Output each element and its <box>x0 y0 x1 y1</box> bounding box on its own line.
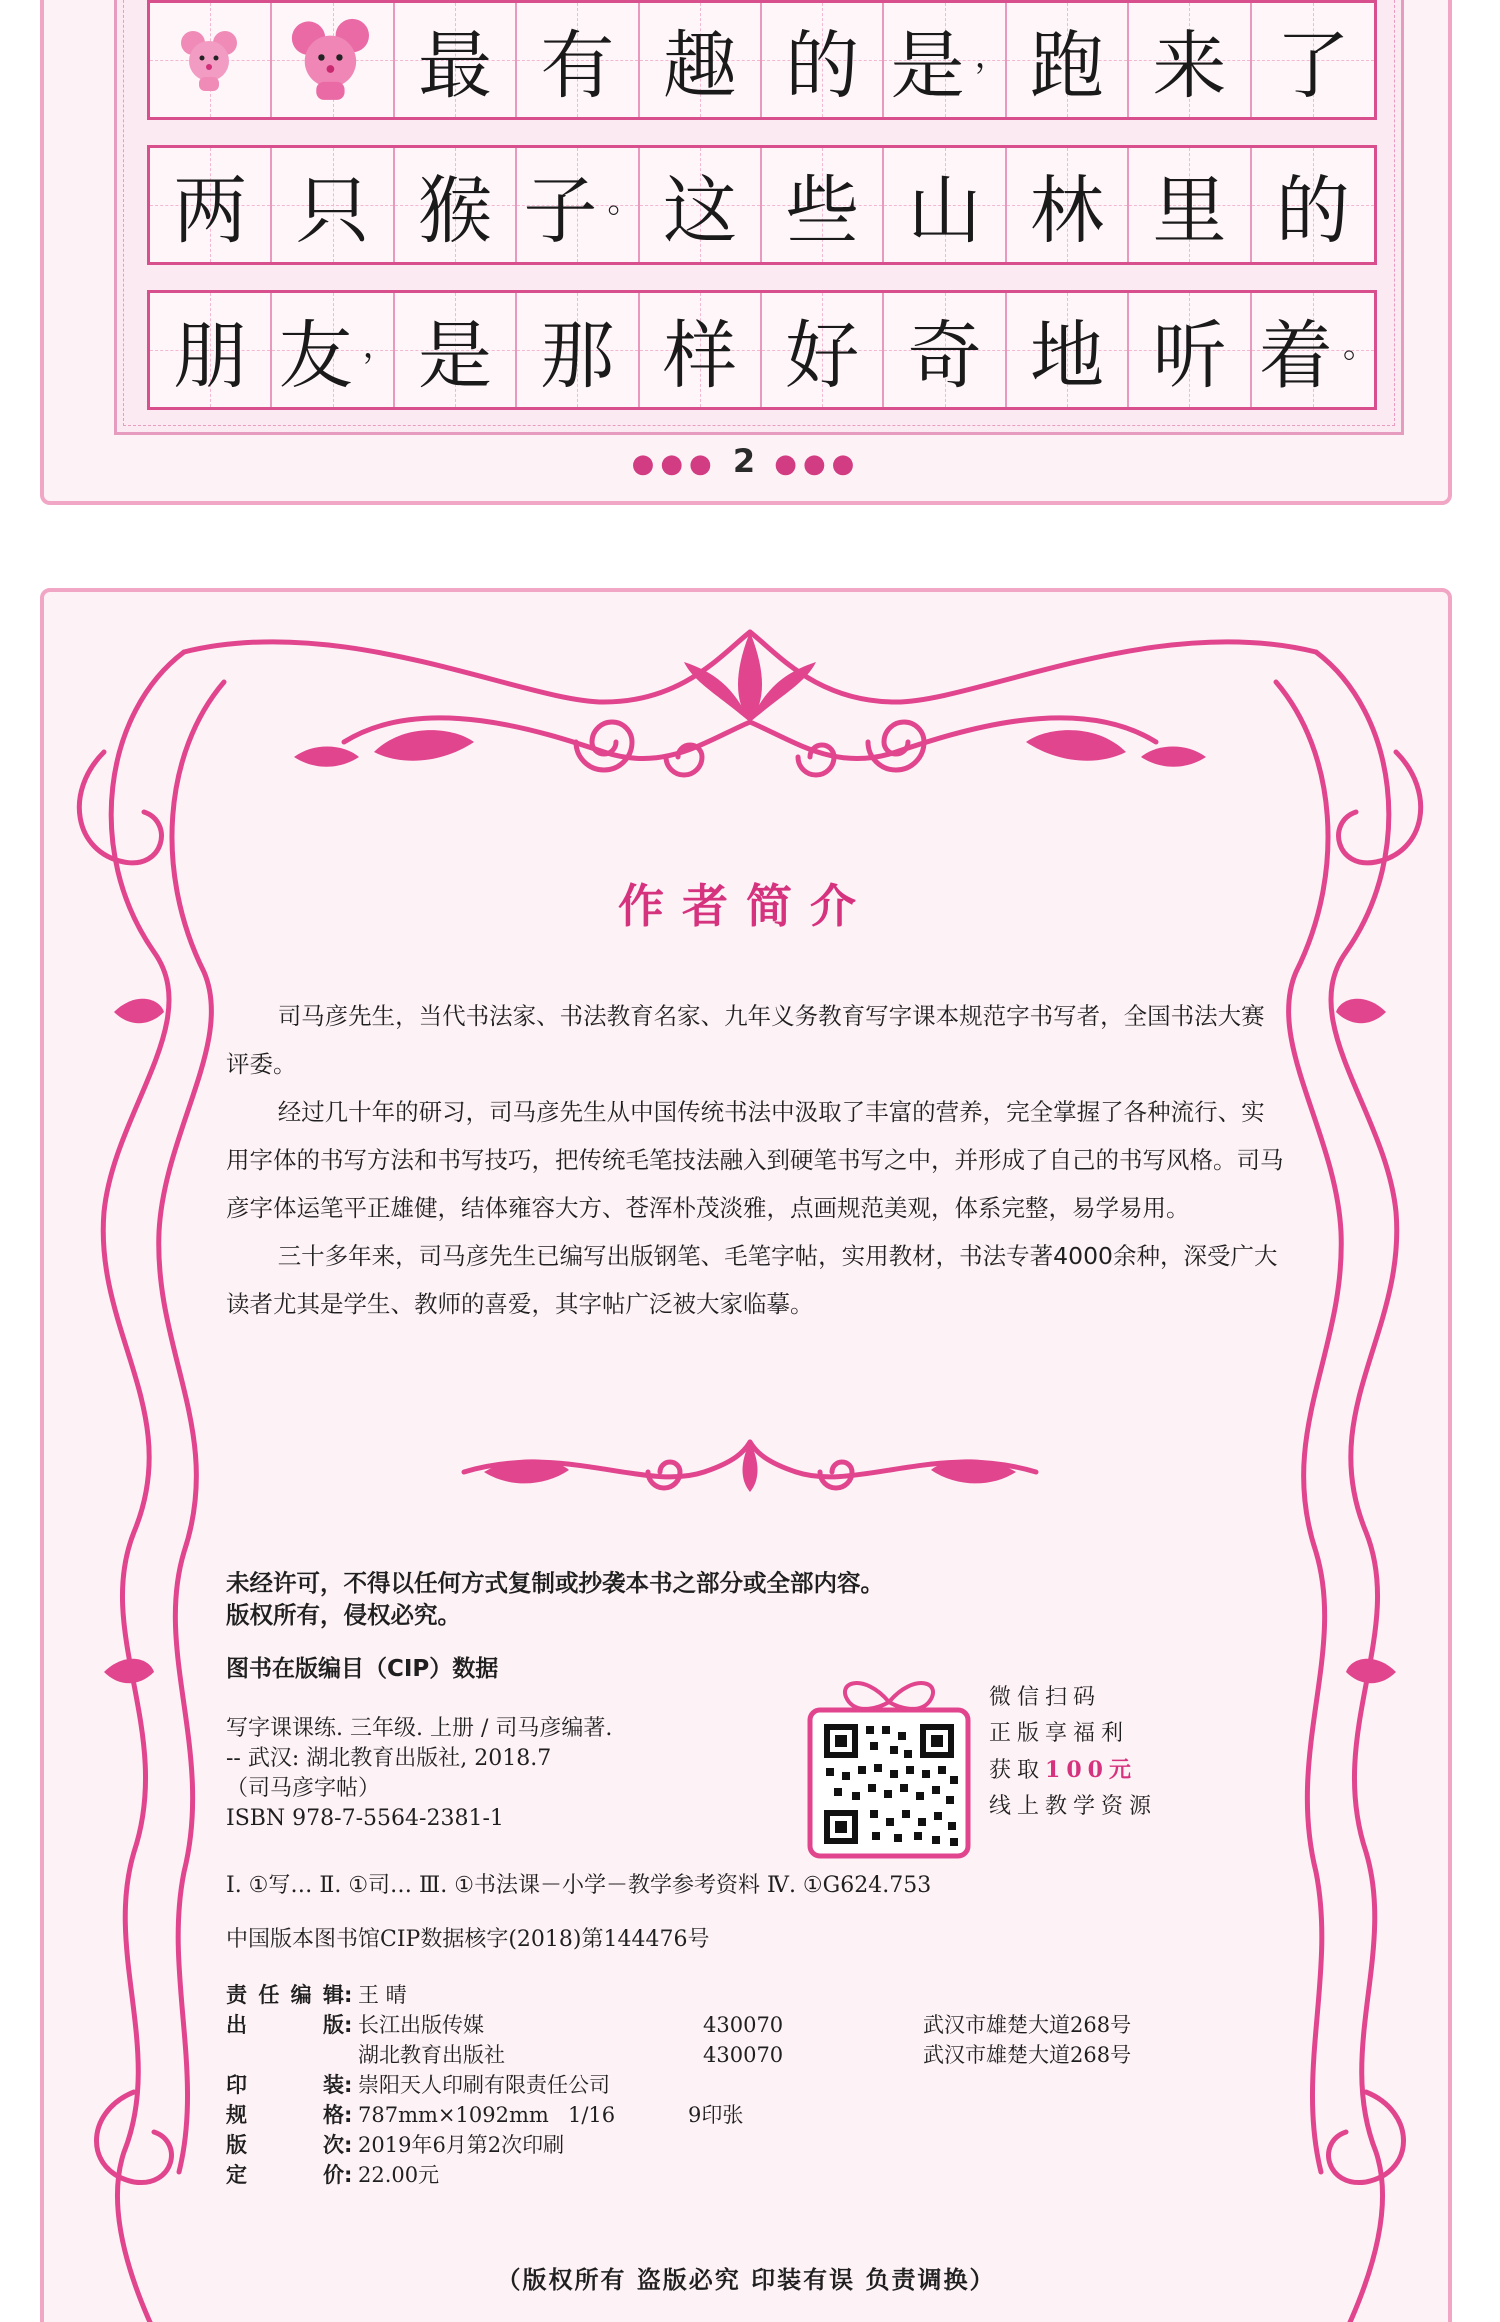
practice-page <box>40 0 1452 505</box>
practice-char: 的 <box>1275 168 1350 254</box>
grid-cell <box>150 293 272 407</box>
credit-label: 出 版 <box>226 2013 344 2037</box>
credit-zip: 430070 <box>703 2013 784 2037</box>
copyright-page <box>40 588 1452 2322</box>
practice-char: 些 <box>785 168 860 254</box>
grid-cell <box>1007 148 1129 262</box>
credit-value: 湖北教育出版社 <box>358 2043 505 2067</box>
grid-cell <box>1252 148 1374 262</box>
grid-cell <box>762 148 884 262</box>
practice-char: 来 <box>1152 23 1227 109</box>
grid-cell <box>1252 3 1374 117</box>
qr-code-gift-icon[interactable] <box>804 1672 974 1862</box>
grid-cell <box>395 293 517 407</box>
author-biography <box>226 992 1286 1328</box>
grid-cell <box>517 3 639 117</box>
practice-char: 里 <box>1152 168 1227 254</box>
qr-caption-line: 微信扫码 <box>989 1685 1102 1710</box>
page-number-value: 2 <box>732 442 760 480</box>
practice-char: 有 <box>540 23 615 109</box>
practice-char: 子 <box>523 168 598 254</box>
punctuation-mark: 。 <box>1342 325 1377 366</box>
grid-cell <box>517 148 642 262</box>
practice-char: 奇 <box>907 313 982 399</box>
practice-char: 猴 <box>418 168 493 254</box>
bio-paragraph: 经过几十年的研习，司马彦先生从中国传统书法中汲取了丰富的营养，完全掌握了各种流行、实用字体的书写方法和书写技巧，把传统毛笔技法融入到硬笔书写之中，并形成了自己的书写风格。司马彦字体运笔平正雄健，结体雍容大方、苍浑朴茂淡雅，点画规范美观，体系完整，易学易用。 <box>226 1098 1284 1222</box>
cip-number: 中国版本图书馆CIP数据核字(2018)第144476号 <box>226 1927 710 1952</box>
qr-caption-line: 正版享福利 <box>989 1721 1130 1746</box>
practice-char: 着 <box>1258 313 1333 399</box>
practice-char: 是 <box>890 23 965 109</box>
credit-value: 崇阳天人印刷有限责任公司 <box>358 2073 610 2097</box>
grid-cell <box>884 148 1006 262</box>
qr-caption-amount: 100元 <box>1045 1757 1137 1783</box>
grid-cell <box>395 3 517 117</box>
practice-char: 这 <box>662 168 737 254</box>
grid-cell <box>517 293 639 407</box>
credit-address: 武汉市雄楚大道268号 <box>923 2013 1132 2037</box>
cip-line: （司马彦字帖） <box>226 1776 381 1801</box>
practice-char: 地 <box>1030 313 1105 399</box>
cip-line: ISBN 978-7-5564-2381-1 <box>226 1806 504 1831</box>
qr-caption-line: 线上教学资源 <box>989 1794 1158 1819</box>
credit-label: 定 价 <box>226 2163 344 2187</box>
credit-value: 长江出版传媒 <box>358 2013 484 2037</box>
credit-row <box>226 2040 1286 2070</box>
grid-cell <box>640 293 762 407</box>
practice-row-1 <box>147 0 1377 120</box>
qr-caption-line <box>989 1752 1157 1789</box>
credit-label: 印 装 <box>226 2073 344 2097</box>
mouse-icon <box>175 25 245 95</box>
punctuation-mark: 。 <box>607 180 642 221</box>
grid-cell <box>150 3 272 117</box>
practice-grid-frame <box>114 0 1404 435</box>
credit-address: 武汉市雄楚大道268号 <box>923 2043 1132 2067</box>
credit-sheets: 9印张 <box>688 2103 744 2127</box>
practice-char: 山 <box>907 168 982 254</box>
practice-char: 最 <box>418 23 493 109</box>
credit-fold: 1/16 <box>568 2103 616 2127</box>
qr-caption <box>989 1680 1157 1825</box>
grid-cell <box>1129 293 1251 407</box>
credit-row: 印 装 : 崇阳天人印刷有限责任公司 <box>226 2070 1286 2100</box>
copyright-notice <box>226 1567 1226 1631</box>
practice-char: 好 <box>785 313 860 399</box>
cip-line: 写字课课练. 三年级. 上册 / 司马彦编著. <box>226 1716 613 1741</box>
punctuation-mark: ， <box>362 325 397 366</box>
cip-title: 图书在版编目（CIP）数据 <box>226 1656 499 1682</box>
practice-char: 那 <box>540 313 615 399</box>
grid-cell <box>395 148 517 262</box>
cip-line: -- 武汉: 湖北教育出版社, 2018.7 <box>226 1746 552 1771</box>
practice-char: 只 <box>295 168 370 254</box>
practice-char: 跑 <box>1030 23 1105 109</box>
grid-cell <box>762 293 884 407</box>
credit-row: 规 格 : 787mm×1092mm 1/16 9印张 <box>226 2100 1286 2130</box>
credit-row: 定 价 : 22.00元 <box>226 2160 1286 2190</box>
grid-cell <box>272 3 394 117</box>
credit-row: 版 次 : 2019年6月第2次印刷 <box>226 2130 1286 2160</box>
practice-char: 了 <box>1275 23 1350 109</box>
practice-char: 样 <box>662 313 737 399</box>
credit-value: 787mm×1092mm <box>358 2103 549 2127</box>
grid-cell <box>1129 3 1251 117</box>
practice-char: 友 <box>278 313 353 399</box>
practice-char: 两 <box>173 168 248 254</box>
credit-value: 22.00元 <box>358 2163 440 2187</box>
practice-char: 是 <box>418 313 493 399</box>
footer-note: （版权所有 盗版必究 印装有误 负责调换） <box>496 2266 996 2294</box>
page-number <box>44 442 1448 480</box>
page-dots-right: ●●● <box>774 449 861 479</box>
author-intro-title: 作者简介 <box>618 879 874 933</box>
qr-caption-prefix: 获取 <box>989 1758 1046 1783</box>
bio-paragraph: 司马彦先生，当代书法家、书法教育名家、九年义务教育写字课本规范字书写者，全国书法大赛评委。 <box>226 1002 1265 1078</box>
notice-line: 版权所有，侵权必究。 <box>226 1601 461 1629</box>
cip-classification: Ⅰ. ①写… Ⅱ. ①司… Ⅲ. ①书法课－小学－教学参考资料 Ⅳ. ①G624.753 <box>226 1873 932 1898</box>
credit-zip: 430070 <box>703 2043 784 2067</box>
credit-row: 出 版 : 长江出版传媒 430070 武汉市雄楚大道268号 <box>226 2010 1286 2040</box>
practice-char: 林 <box>1030 168 1105 254</box>
grid-cell <box>762 3 884 117</box>
grid-cell <box>884 3 1009 117</box>
grid-cell <box>272 148 394 262</box>
publication-credits <box>226 1980 1286 2190</box>
credit-value: 王 晴 <box>358 1983 407 2007</box>
credit-label: 规 格 <box>226 2103 344 2127</box>
grid-cell <box>1007 293 1129 407</box>
grid-cell <box>640 148 762 262</box>
mouse-icon <box>288 15 378 105</box>
practice-char: 的 <box>785 23 860 109</box>
credit-row: 责任编辑 : 王 晴 <box>226 1980 1286 2010</box>
cip-record <box>226 1714 786 1834</box>
grid-cell <box>150 148 272 262</box>
bio-paragraph: 三十多年来，司马彦先生已编写出版钢笔、毛笔字帖，实用教材，书法专著4000余种，深受广大读者尤其是学生、教师的喜爱，其字帖广泛被大家临摹。 <box>226 1242 1278 1318</box>
credit-label: 责任编辑 <box>226 1983 344 2007</box>
grid-cell <box>884 293 1006 407</box>
notice-line: 未经许可，不得以任何方式复制或抄袭本书之部分或全部内容。 <box>226 1569 884 1597</box>
grid-cell <box>272 293 397 407</box>
credit-value: 2019年6月第2次印刷 <box>358 2133 565 2157</box>
page-dots-left: ●●● <box>631 449 718 479</box>
grid-cell <box>1252 293 1377 407</box>
practice-char: 听 <box>1152 313 1227 399</box>
grid-cell <box>1007 3 1129 117</box>
practice-row-2 <box>147 145 1377 265</box>
practice-row-3 <box>147 290 1377 410</box>
practice-char: 朋 <box>173 313 248 399</box>
grid-cell <box>1129 148 1251 262</box>
grid-cell <box>640 3 762 117</box>
practice-char: 趣 <box>662 23 737 109</box>
punctuation-mark: ， <box>974 35 1009 76</box>
credit-label: 版 次 <box>226 2133 344 2157</box>
